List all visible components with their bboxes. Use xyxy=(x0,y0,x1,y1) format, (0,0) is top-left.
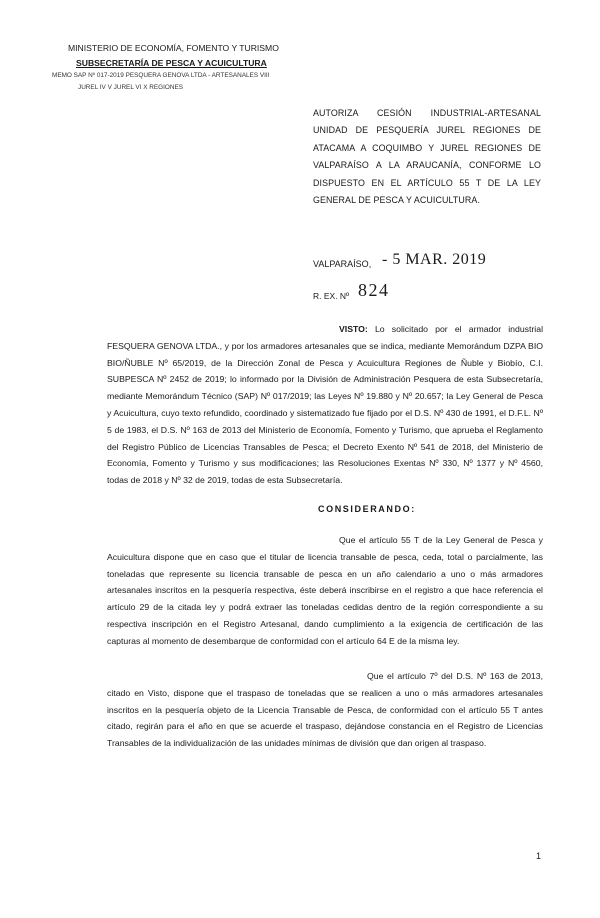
resolution-reference: AUTORIZA CESIÓN INDUSTRIAL-ARTESANAL UNIDAD DE PESQUERÍA JUREL REGIONES DE ATACAMA A COQUIMBO Y JUREL REGIONES DE VALPARAÍSO A LA ARAUCANÍA, CONFORME LO DISPUESTO EN EL ARTÍCULO 55 T DE LA LEY GENERAL DE PESCA Y ACUICULTURA. xyxy=(313,108,541,206)
visto-label: VISTO: xyxy=(339,324,368,334)
considerando-1-text: Que el artículo 55 T de la Ley General de Pesca y Acuicultura dispone que en caso que el titular de licencia transable de pesca, ceda, total o parcialmente, las toneladas que represente su licencia transable de pesca en un año calendario a uno o más armadores artesanales inscritos en la pesquería respectiva, éste deberá inscribirse en el registro a que hace referencia el artículo 29 de la citada ley y podrá extraer las toneladas cedidas dentro de la región correspondiente a su respectiva inscripción en el Registro Artesanal, dando cumplimiento a la exigencia de certificación de las capturas al momento de desembarque de conformidad con el artículo 64 E de la misma ley. xyxy=(107,535,543,646)
rex-number: 824 xyxy=(358,280,390,300)
page-number: 1 xyxy=(536,851,542,861)
rex-label: R. EX. Nº xyxy=(313,291,350,301)
place: VALPARAÍSO, xyxy=(313,259,372,269)
considerando-2-text: Que el artículo 7º del D.S. Nº 163 de 2013, citado en Visto, dispone que el traspaso de toneladas que se realicen a uno o más armadores artesanales inscritos en la pesquería objeto de la Licencia Transable de Pesca, de conformidad con el artículo 55 T antes citado, regirán para el año en que se acuerde el traspaso, dejándose constancia en el Registro de Licencias Transables de la individualización de las unidades mínimas de división que dan origen al traspaso. xyxy=(107,671,543,749)
subsecretaria-name: SUBSECRETARÍA DE PESCA Y ACUICULTURA xyxy=(76,58,267,68)
visto-paragraph xyxy=(107,321,543,489)
memo-subreference: JUREL IV V JUREL VI X REGIONES xyxy=(78,84,183,91)
considerando-heading: CONSIDERANDO: xyxy=(318,504,416,514)
ministry-name: MINISTERIO DE ECONOMÍA, FOMENTO Y TURISMO xyxy=(68,43,279,53)
resolution-date: - 5 MAR. 2019 xyxy=(382,251,487,268)
visto-text: Lo solicitado por el armador industrial FESQUERA GENOVA LTDA., y por los armadores artesanales que se indica, mediante Memorándum DZPA BIO BIO/ÑUBLE Nº 65/2019, de la Dirección Zonal de Pesca y Acuicultura Regiones de Ñuble y Biobío, C.I. SUBPESCA Nº 2452 de 2019; lo informado por la División de Administración Pesquera de esta Subsecretaría, mediante Memorándum Técnico (SAP) Nº 017/2019; las Leyes Nº 19.880 y Nº 20.657; la Ley General de Pesca y Acuicultura, cuyo texto refundido, coordinado y sistematizado fue fijado por el D.S. Nº 430 de 1991, el D.F.L. Nº 5 de 1983, el D.S. Nº 163 de 2013 del Ministerio de Economía, Fomento y Turismo, que aprueba el Reglamento del Registro Público de Licencias Transables de Pesca; el Decreto Exento Nº 541 de 2018, del Ministerio de Economía, Fomento y Turismo y sus modificaciones; las Resoluciones Exentas Nº 330, Nº 1377 y Nº 4560, todas de 2018 y Nº 32 de 2019, todas de esta Subsecretaría. xyxy=(107,324,543,486)
memo-reference: MEMO SAP Nº 017-2019 PESQUERA GENOVA LTDA - ARTESANALES VIII xyxy=(52,72,270,79)
considerando-1 xyxy=(107,532,543,650)
considerando-2 xyxy=(107,668,543,752)
